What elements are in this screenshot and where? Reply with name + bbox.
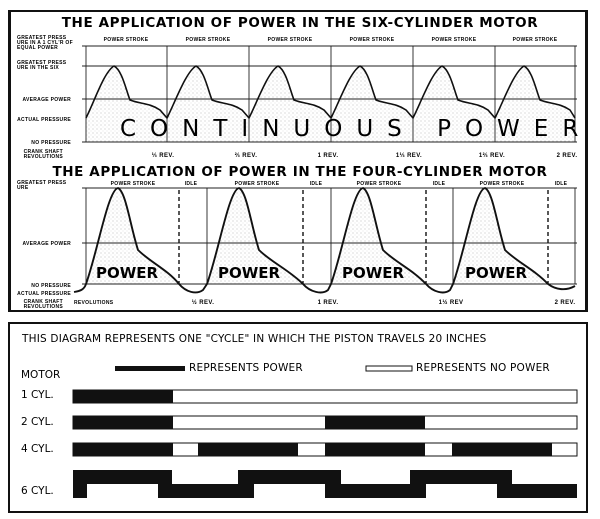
four-cylinder-stroke-labels	[111, 181, 568, 187]
stroke-label: POWER STROKE	[110, 181, 156, 187]
rev-tick-label: ⅔ REV.	[234, 153, 258, 159]
y-label-greatest-six: URE IN THE SIX	[17, 65, 59, 71]
y-label-greatest: URE	[17, 185, 29, 191]
x-axis-label: REVOLUTIONS	[74, 300, 114, 306]
row-label-1-cyl: 1 CYL.	[21, 389, 54, 401]
stroke-label: POWER STROKE	[512, 37, 558, 43]
stroke-label: POWER STROKE	[479, 181, 525, 187]
cycle-diagram	[9, 323, 587, 512]
row-label-2-cyl: 2 CYL.	[21, 416, 54, 428]
power-label: POWER	[218, 264, 281, 282]
legend-power-swatch	[115, 366, 185, 371]
y-label-actual: ACTUAL PRESSURE	[17, 117, 71, 123]
x-axis-label: CRANK SHAFT	[23, 149, 63, 155]
cycle-heading: THIS DIAGRAM REPRESENTS ONE "CYCLE" IN WHICH THE PISTON TRAVELS 20 INCHES	[22, 333, 487, 345]
rev-tick-label: ⅓ REV.	[151, 153, 175, 159]
y-label-greatest-equal: EQUAL POWER	[17, 45, 58, 51]
y-label-greatest-equal: URE IN A 1 CYL'R OF	[17, 40, 73, 46]
rev-tick-label: 1 REV.	[317, 153, 339, 159]
four-cylinder-chart	[17, 164, 577, 310]
idle-label: IDLE	[432, 181, 446, 187]
x-axis-label: REVOLUTIONS	[23, 304, 63, 310]
x-axis-label: REVOLUTIONS	[23, 154, 63, 160]
six-cylinder-rev-labels	[152, 153, 578, 159]
bar-4-cyl	[73, 443, 577, 456]
y-label-greatest: GREATEST PRESS	[17, 180, 67, 186]
rev-tick-label: 2 REV.	[554, 300, 576, 306]
power-label: POWER	[465, 264, 528, 282]
bar-2-cyl	[73, 416, 577, 429]
bar-6-cyl	[73, 470, 577, 498]
y-label-no-pressure: NO PRESSURE	[31, 283, 71, 289]
rev-tick-label: ½ REV.	[191, 300, 215, 306]
six-cylinder-title: THE APPLICATION OF POWER IN THE SIX-CYLINDER MOTOR	[61, 15, 539, 31]
stroke-label: POWER STROKE	[431, 37, 477, 43]
continuous-power-annotation: CONTINUOUS POWER	[120, 116, 593, 142]
idle-label: IDLE	[309, 181, 323, 187]
idle-label: IDLE	[554, 181, 568, 187]
legend-no-power-label: REPRESENTS NO POWER	[416, 362, 550, 374]
rev-tick-label: 1⅔ REV.	[478, 153, 506, 159]
row-label-6-cyl: 6 CYL.	[21, 485, 54, 497]
bar-1-cyl	[73, 390, 577, 403]
stroke-label: POWER STROKE	[103, 37, 149, 43]
stroke-label: POWER STROKE	[267, 37, 313, 43]
rev-tick-label: 2 REV.	[556, 153, 578, 159]
y-label-average: AVERAGE POWER	[22, 241, 71, 247]
rev-tick-label: 1½ REV	[438, 300, 464, 306]
stroke-label: POWER STROKE	[349, 37, 395, 43]
legend-no-power-swatch	[366, 366, 412, 371]
four-cylinder-rev-labels	[192, 299, 576, 306]
motor-header: MOTOR	[21, 369, 61, 381]
y-label-average: AVERAGE POWER	[22, 97, 71, 103]
six-cylinder-chart	[17, 15, 592, 160]
stroke-label: POWER STROKE	[356, 181, 402, 187]
rev-tick-label: 1 REV.	[317, 300, 339, 306]
y-label-greatest-equal: GREATEST PRESS	[17, 35, 67, 41]
four-cylinder-title: THE APPLICATION OF POWER IN THE FOUR-CYLINDER MOTOR	[52, 164, 548, 180]
x-axis-label: CRANK SHAFT	[23, 299, 63, 305]
stroke-label: POWER STROKE	[234, 181, 280, 187]
power-label: POWER	[342, 264, 405, 282]
row-label-4-cyl: 4 CYL.	[21, 443, 54, 455]
stroke-label: POWER STROKE	[185, 37, 231, 43]
six-cylinder-stroke-labels	[104, 37, 558, 43]
six-cylinder-y-labels	[17, 35, 73, 160]
legend-power-label: REPRESENTS POWER	[189, 362, 303, 374]
y-label-no-pressure: NO PRESSURE	[31, 140, 71, 146]
idle-label: IDLE	[184, 181, 198, 187]
y-label-greatest-six: GREATEST PRESS	[17, 60, 67, 66]
power-label: POWER	[96, 264, 159, 282]
y-label-actual: ACTUAL PRESSURE	[17, 291, 71, 297]
rev-tick-label: 1⅓ REV.	[395, 153, 423, 159]
